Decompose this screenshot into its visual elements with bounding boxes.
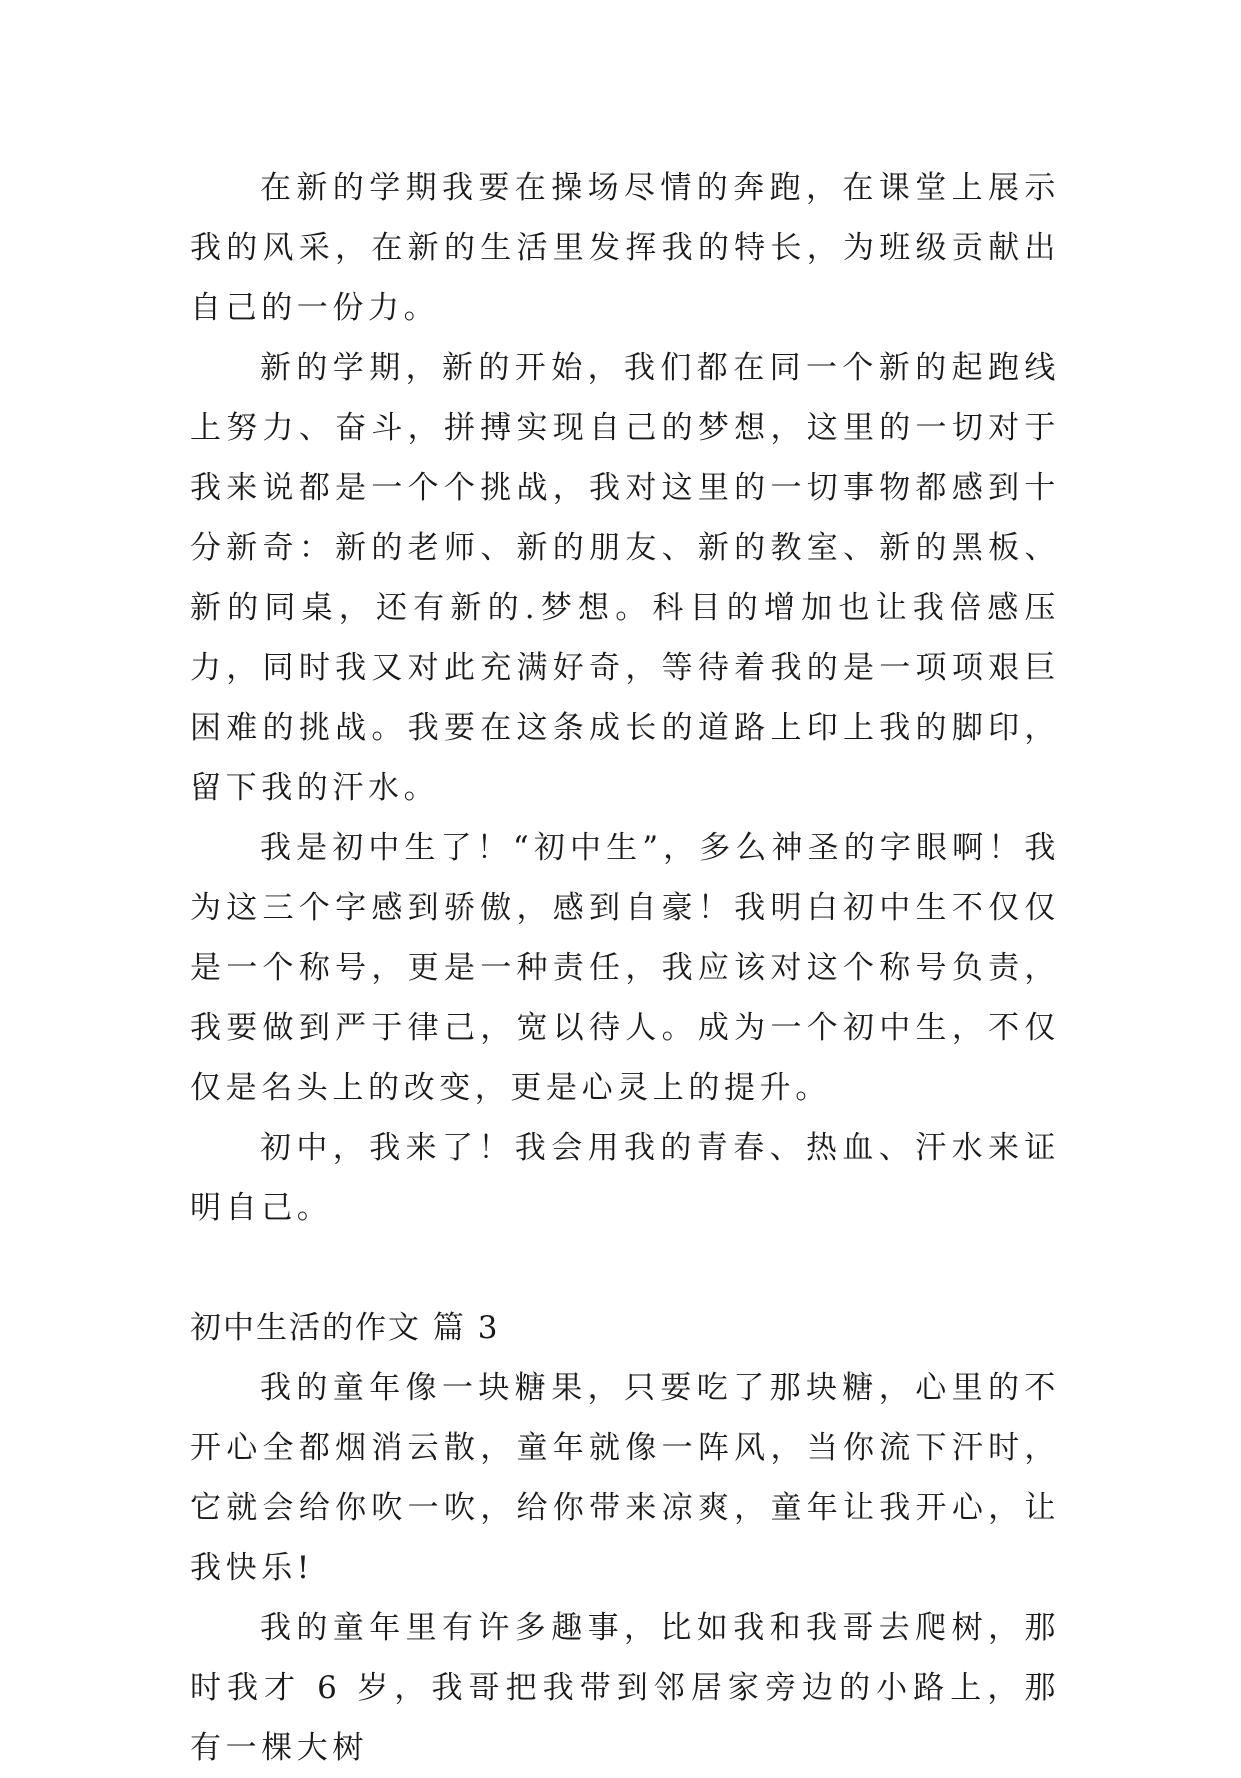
paragraph: 初中，我来了！我会用我的青春、热血、汗水来证明自己。 xyxy=(190,1130,1060,1226)
paragraph: 我的童年像一块糖果，只要吃了那块糖，心里的不开心全都烟消云散，童年就像一阵风，当你流下汗时，它就会给你吹一吹，给你带来凉爽，童年让我开心，让我快乐! xyxy=(190,1370,1060,1586)
paragraph: 我的童年里有许多趣事，比如我和我哥去爬树，那时我才 6 岁，我哥把我带到邻居家旁边的小路上，那有一棵大树 xyxy=(190,1610,1060,1766)
paragraph: 我是初中生了！“初中生”，多么神圣的字眼啊！我为这三个字感到骄傲，感到自豪！我明白初中生不仅仅是一个称号，更是一种责任，我应该对这个称号负责，我要做到严于律己，宽以待人。成为一个初中生，不仅仅是名头上的改变，更是心灵上的提升。 xyxy=(190,830,1060,1106)
document-body xyxy=(190,158,1060,1778)
section-title: 初中生活的作文 篇 3 xyxy=(190,1310,500,1346)
section-spacer xyxy=(190,1238,1060,1298)
paragraph: 新的学期，新的开始，我们都在同一个新的起跑线上努力、奋斗，拼搏实现自己的梦想，这里的一切对于我来说都是一个个挑战，我对这里的一切事物都感到十分新奇：新的老师、新的朋友、新的教室、新的黑板、新的同桌，还有新的.梦想。科目的增加也让我倍感压力，同时我又对此充满好奇，等待着我的是一项项艰巨困难的挑战。我要在这条成长的道路上印上我的脚印，留下我的汗水。 xyxy=(190,350,1060,806)
paragraph: 在新的学期我要在操场尽情的奔跑，在课堂上展示我的风采，在新的生活里发挥我的特长，为班级贡献出自己的一份力。 xyxy=(190,170,1060,326)
